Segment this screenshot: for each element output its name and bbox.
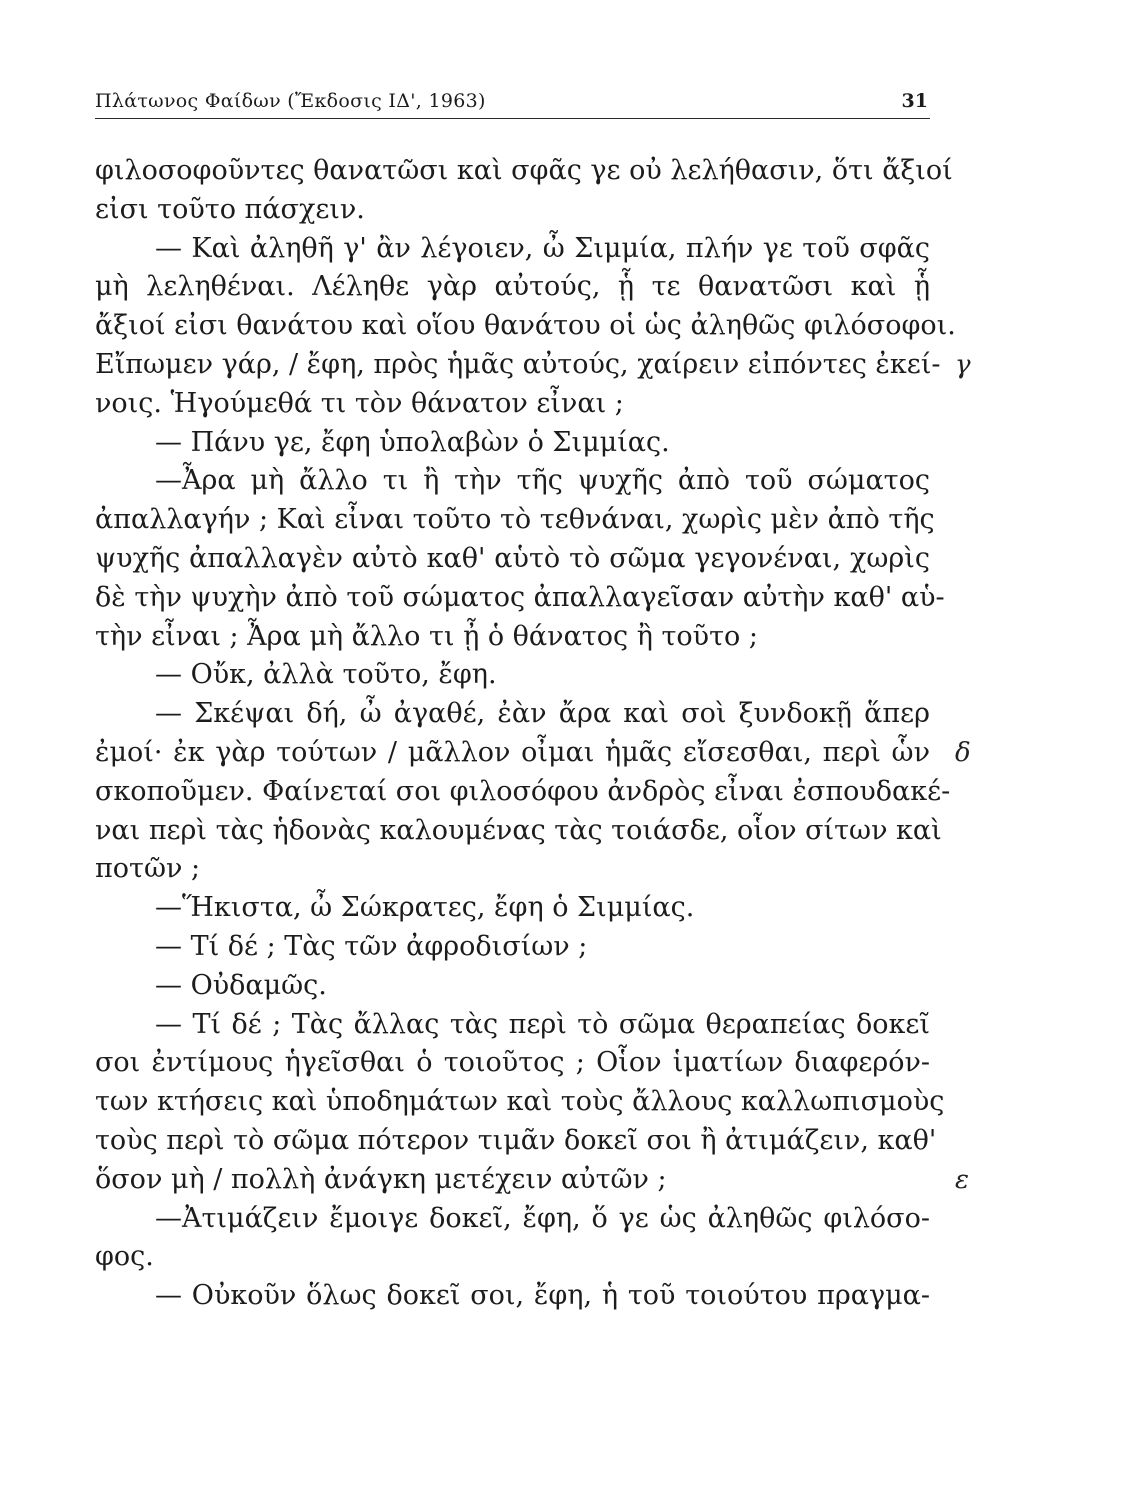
text-line: εἰσι τοῦτο πάσχειν. xyxy=(95,193,365,225)
text-line: τοὺς περὶ τὸ σῶμα πότερον τιμᾶν δοκεῖ σοι ἢ ἀτιμάζειν, καθ' xyxy=(95,1124,937,1156)
margin-mark: γ xyxy=(955,350,971,380)
text-line: —Ἆρα μὴ ἄλλο τι ἢ τὴν τῆς ψυχῆς ἀπὸ τοῦ σώματος xyxy=(155,465,930,497)
text-line: ψυχῆς ἀπαλλαγὲν αὐτὸ καθ' αὑτὸ τὸ σῶμα γεγονέναι, χωρὶς xyxy=(95,542,930,574)
text-line: ποτῶν ; xyxy=(95,853,201,885)
text-line: των κτήσεις καὶ ὑποδημάτων καὶ τοὺς ἄλλους καλλωπισμοὺς xyxy=(95,1086,945,1118)
text-line: σκοποῦμεν. Φαίνεταί σοι φιλοσόφου ἀνδρὸς εἶναι ἐσπουδακέ- xyxy=(95,775,951,807)
text-line: Εἴπωμεν γάρ, / ἔφη, πρὸς ἡμᾶς αὐτούς, χαίρειν εἰπόντες ἐκεί- xyxy=(95,348,941,380)
text-line: — Πάνυ γε, ἔφη ὑπολαβὼν ὁ Σιμμίας. xyxy=(155,426,670,458)
text-line: — Τί δέ ; Τὰς τῶν ἀφροδισίων ; xyxy=(155,930,588,962)
text-line: —Ἥκιστα, ὦ Σώκρατες, ἔφη ὁ Σιμμίας. xyxy=(155,892,695,924)
text-line: ἀπαλλαγήν ; Καὶ εἶναι τοῦτο τὸ τεθνάναι, χωρὶς μὲν ἀπὸ τῆς xyxy=(95,504,935,536)
text-line: μὴ λεληθέναι. Λέληθε γὰρ αὐτούς, ᾗ τε θανατῶσι καὶ ᾗ xyxy=(95,271,930,303)
text-line: ἄξιοί εἰσι θανάτου καὶ οἵου θανάτου οἱ ὡς ἀληθῶς φιλόσοφοι. xyxy=(95,310,956,342)
text-line: — Τί δέ ; Τὰς ἄλλας τὰς περὶ τὸ σῶμα θεραπείας δοκεῖ xyxy=(155,1008,930,1040)
text-line: τὴν εἶναι ; Ἆρα μὴ ἄλλο τι ᾖ ὁ θάνατος ἢ τοῦτο ; xyxy=(95,620,758,652)
text-line: — Οὐδαμῶς. xyxy=(155,969,327,1001)
text-line: —Ἀτιμάζειν ἔμοιγε δοκεῖ, ἔφη, ὅ γε ὡς ἀληθῶς φιλόσο- xyxy=(155,1202,930,1234)
page-number: 31 xyxy=(901,90,928,112)
text-line: — Καὶ ἀληθῆ γ' ἂν λέγοιεν, ὦ Σιμμία, πλήν γε τοῦ σφᾶς xyxy=(155,232,930,264)
body-text xyxy=(95,152,956,1316)
text-line: ὅσον μὴ / πολλὴ ἀνάγκη μετέχειν αὐτῶν ; xyxy=(95,1163,667,1195)
text-line: σοι ἐντίμους ἡγεῖσθαι ὁ τοιοῦτος ; Οἷον ἱματίων διαφερόν- xyxy=(95,1047,930,1079)
margin-mark: ε xyxy=(955,1164,969,1195)
running-header xyxy=(95,84,930,119)
text-line: — Σκέψαι δή, ὦ ἀγαθέ, ἐὰν ἄρα καὶ σοὶ ξυνδοκῇ ἅπερ xyxy=(155,698,930,730)
header-title: Πλάτωνος Φαίδων (Ἔκδοσις ΙΔ', 1963) xyxy=(95,90,486,112)
text-line: φιλοσοφοῦντες θανατῶσι καὶ σφᾶς γε οὐ λελήθασιν, ὅτι ἄξιοί xyxy=(95,155,953,186)
text-line: ἐμοί· ἐκ γὰρ τούτων / μᾶλλον οἶμαι ἡμᾶς εἴσεσθαι, περὶ ὧν xyxy=(95,736,930,768)
text-line: φος. xyxy=(95,1241,154,1273)
text-line: — Οὐκοῦν ὅλως δοκεῖ σοι, ἔφη, ἡ τοῦ τοιούτου πραγμα- xyxy=(155,1280,930,1312)
text-line: — Οὔκ, ἀλλὰ τοῦτο, ἔφη. xyxy=(155,659,497,691)
margin-mark: δ xyxy=(955,738,971,768)
text-line: ναι περὶ τὰς ἡδονὰς καλουμένας τὰς τοιάσδε, οἷον σίτων καὶ xyxy=(95,814,942,846)
text-line: νοις. Ἡγούμεθά τι τὸν θάνατον εἶναι ; xyxy=(95,387,624,419)
text-line: δὲ τὴν ψυχὴν ἀπὸ τοῦ σώματος ἀπαλλαγεῖσαν αὐτὴν καθ' αὑ- xyxy=(95,581,945,613)
